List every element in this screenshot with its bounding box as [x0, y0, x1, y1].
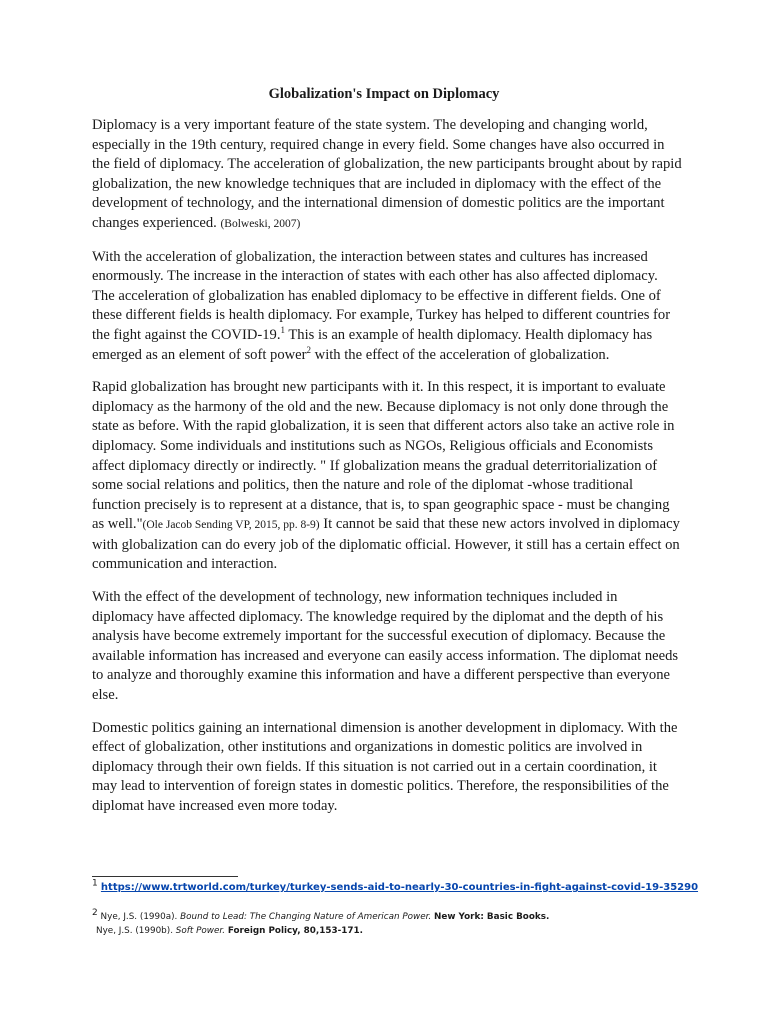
document-body — [92, 116, 682, 830]
footnote-ref-1[interactable]: 1 — [280, 325, 285, 336]
paragraph-3-text-b: It cannot be said that these new actors involved in diplomacy with globalization can do every job of the diplomatic official. However, it still has a certain effect on communication and interaction. — [92, 516, 680, 573]
footnote-1 — [92, 878, 699, 893]
paragraph-5: Domestic politics gaining an international dimension is another development in diplomacy. With the effect of globalization, other institutions and organizations in domestic politics are involved in diplomacy through their own fields. If this situation is not carried out in a certain coordination, it may lead to intervention of foreign states in domestic politics. Therefore, the responsibilities of the diplomat have increased even more today. — [92, 719, 678, 814]
footnote-1-link[interactable]: https://www.trtworld.com/turkey/turkey-sends-aid-to-nearly-30-countries-in-fight-against-covid-19-35290 — [100, 882, 699, 893]
footnote-2-author: Nye, J.S. (1990a). — [100, 912, 178, 922]
footnote-3-author: Nye, J.S. (1990b). — [96, 926, 173, 936]
paragraph-2 — [92, 248, 682, 366]
citation-bolweski: (Bolweski, 2007) — [220, 217, 301, 230]
footnote-2-publisher: New York: Basic Books. — [434, 912, 550, 922]
paragraph-2-text-a: With the acceleration of globalization, the interaction between states and cultures has increased enormously. The increase in the interaction of states with each other has also affected diplomacy. The acceleration of globalization has enabled diplomacy to be effective in different fields. One of these different fields is health diplomacy. For example, Turkey has helped to different countries for the fight against the COVID-19. — [92, 248, 671, 343]
footnote-2-second-ref — [96, 926, 363, 936]
footnote-3-title: Soft Power. — [175, 926, 226, 936]
document-title: Globalization's Impact on Diplomacy — [268, 86, 500, 102]
paragraph-2-text-c: with the effect of the acceleration of globalization. — [311, 346, 610, 363]
footnote-ref-2[interactable]: 2 — [306, 344, 312, 355]
footnote-3-publisher: Foreign Policy, 80,153-171. — [227, 926, 363, 936]
paragraph-4: With the effect of the development of technology, new information techniques included in diplomacy have affected diplomacy. The knowledge required by the diplomat and the depth of his analysis have become extremely important for the successful execution of diplomacy. Because the available information has increased and everyone can easily access information. The diplomat needs to analyze and thoroughly examine this information and have a different perspective than everyone else. — [92, 589, 679, 704]
footnote-divider — [92, 876, 238, 877]
paragraph-2-text-b: This is an example of health diplomacy. Health diplomacy has emerged as an element of soft power — [92, 326, 653, 363]
paragraph-1 — [92, 116, 682, 235]
paragraph-3 — [92, 378, 682, 575]
footnote-2 — [92, 908, 550, 922]
footnote-2-number: 2 — [92, 908, 98, 919]
footnote-2-title: Bound to Lead: The Changing Nature of American Power. — [180, 912, 432, 922]
paragraph-3-text-a: Rapid globalization has brought new participants with it. In this respect, it is important to evaluate diplomacy as the harmony of the old and the new. Because diplomacy is not only done through the state as before. With the rapid globalization, it is seen that different actors also take an active role in diplomacy. Some individuals and institutions such as NGOs, Religious officials and Economists affect diplomacy directly or indirectly. " If globalization means the gradual deterritorialization of some social relations and politics, then the nature and role of the diplomat -whose traditional function precisely is to represent at a distance, that is, to span geographic space - must be changing as well." — [92, 379, 675, 533]
citation-sending: (Ole Jacob Sending VP, 2015, pp. 8-9) — [142, 519, 320, 532]
paragraph-1-text: Diplomacy is a very important feature of the state system. The developing and changing world, especially in the 19th century, required change in every field. Some changes have also occurred in the field of diplomacy. The acceleration of globalization, the new participants brought about by rapid globalization, the new knowledge techniques that are included in diplomacy with the effect of the development of technology, and the international dimension of domestic politics are the important changes experienced. — [92, 117, 682, 231]
footnote-1-number: 1 — [92, 878, 98, 889]
